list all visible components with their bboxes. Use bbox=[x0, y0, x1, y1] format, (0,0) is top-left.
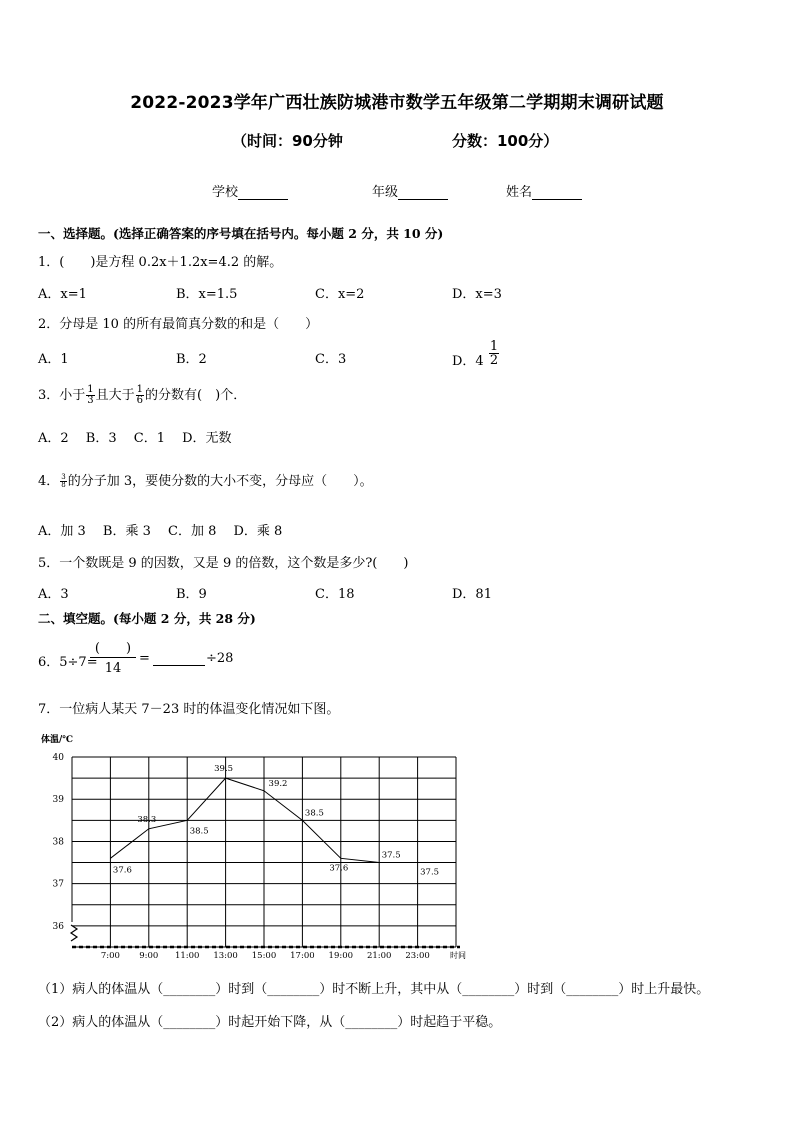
data-label: 37.5 bbox=[420, 867, 440, 878]
q5-option-d[interactable]: D．81 bbox=[452, 587, 492, 602]
q1-option-c[interactable]: C．x=2 bbox=[315, 287, 365, 302]
x-tick-label: 21:00 bbox=[366, 951, 392, 961]
q6-numerator-blank[interactable]: ( ) bbox=[90, 637, 136, 658]
temperature-line-chart bbox=[40, 728, 480, 964]
question-3: 3．小于 $\frac{1}{3}$ 且大于 $\frac{1}{6}$ 的分数有( )个． bbox=[38, 384, 247, 406]
exam-time: （时间：90分钟 bbox=[232, 132, 343, 150]
x-tick-label: 17:00 bbox=[290, 951, 315, 961]
question-5: 5．一个数既是 9 的因数，又是 9 的倍数，这个数是多少?( ) bbox=[38, 556, 409, 571]
school-label: 学校 bbox=[212, 185, 239, 200]
q3-fraction-1: $\frac{1}{3}$ bbox=[87, 384, 94, 406]
chart-y-axis-label: 体温/℃ bbox=[41, 735, 74, 745]
school-field[interactable] bbox=[212, 181, 288, 200]
exam-score: 分数：100分） bbox=[452, 132, 559, 150]
chart-grid bbox=[72, 757, 460, 947]
name-field[interactable] bbox=[506, 181, 582, 200]
q4-options[interactable]: A．加 3 B．乘 3 C．加 8 D．乘 8 bbox=[38, 524, 283, 539]
question-7: 7．一位病人某天 7－23 时的体温变化情况如下图。 bbox=[38, 702, 340, 717]
question-1: 1．( )是方程 0.2x＋1.2x=4.2 的解。 bbox=[38, 255, 283, 270]
q2-option-d-fraction: $\frac{1}{2}$ bbox=[489, 339, 499, 368]
q5-option-b[interactable]: B．9 bbox=[176, 587, 207, 602]
q1-option-b[interactable]: B．x=1.5 bbox=[176, 287, 238, 302]
chart-x-axis-label: 时间 bbox=[450, 951, 466, 960]
y-tick-label: 36 bbox=[52, 921, 64, 932]
data-label: 39.2 bbox=[268, 778, 288, 789]
q2-option-a[interactable]: A．1 bbox=[38, 352, 69, 367]
q3-fraction-2: $\frac{1}{6}$ bbox=[136, 384, 144, 406]
section-fill-heading: 二、填空题。(每小题 2 分，共 28 分) bbox=[38, 611, 256, 626]
data-label: 37.5 bbox=[381, 850, 401, 861]
q2-option-c[interactable]: C．3 bbox=[315, 352, 347, 367]
x-tick-label: 13:00 bbox=[213, 951, 238, 961]
data-label: 38.5 bbox=[189, 826, 209, 837]
data-label: 39.5 bbox=[214, 764, 234, 775]
data-label: 38.5 bbox=[304, 808, 324, 819]
axis-break-icon bbox=[71, 925, 77, 941]
q5-option-a[interactable]: A．3 bbox=[38, 587, 69, 602]
chart-x-ticks bbox=[101, 951, 430, 961]
q4-fraction: $\frac{3}{8}$ bbox=[61, 473, 66, 489]
data-label: 37.6 bbox=[329, 863, 349, 874]
name-label: 姓名 bbox=[506, 185, 533, 200]
q2-option-d[interactable]: D．4 $\frac{1}{2}$ bbox=[452, 339, 499, 369]
x-tick-label: 15:00 bbox=[251, 951, 277, 961]
x-tick-label: 11:00 bbox=[174, 951, 200, 961]
question-2: 2．分母是 10 的所有最简真分数的和是（ ） bbox=[38, 317, 319, 332]
q3-options[interactable]: A．2 B．3 C．1 D．无数 bbox=[38, 431, 232, 446]
x-tick-label: 23:00 bbox=[405, 951, 430, 961]
q6-blank[interactable] bbox=[153, 651, 205, 666]
x-tick-label: 19:00 bbox=[328, 951, 354, 961]
data-label: 38.3 bbox=[137, 814, 157, 825]
x-tick-label: 9:00 bbox=[139, 951, 159, 961]
x-tick-label: 7:00 bbox=[100, 951, 120, 961]
chart-y-ticks bbox=[53, 753, 65, 932]
section-choice-heading: 一、选择题。(选择正确答案的序号填在括号内。每小题 2 分，共 10 分) bbox=[38, 226, 444, 241]
y-tick-label: 40 bbox=[52, 753, 64, 763]
q5-option-c[interactable]: C．18 bbox=[315, 587, 355, 602]
q2-option-b[interactable]: B．2 bbox=[176, 352, 207, 367]
data-label: 37.6 bbox=[112, 865, 132, 876]
question-7-part-1: （1）病人的体温从（________）时到（________）时不断上升，其中从（________）时到（________）时上升最快。 bbox=[38, 982, 710, 997]
y-tick-label: 37 bbox=[52, 879, 64, 890]
y-tick-label: 38 bbox=[52, 837, 64, 848]
y-tick-label: 39 bbox=[52, 795, 64, 806]
q1-option-a[interactable]: A．x=1 bbox=[38, 287, 87, 302]
grade-label: 年级 bbox=[372, 185, 399, 200]
paper-title: 2022-2023学年广西壮族防城港市数学五年级第二学期期末调研试题 bbox=[130, 93, 664, 113]
q1-option-d[interactable]: D．x=3 bbox=[452, 287, 502, 302]
grade-field[interactable] bbox=[372, 181, 448, 200]
question-7-part-2: （2）病人的体温从（________）时起开始下降，从（________）时起趋于平稳。 bbox=[38, 1015, 502, 1030]
question-4: 4． $\frac{3}{8}$ 的分子加 3，要使分数的大小不变，分母应（ ）。 bbox=[38, 473, 373, 489]
